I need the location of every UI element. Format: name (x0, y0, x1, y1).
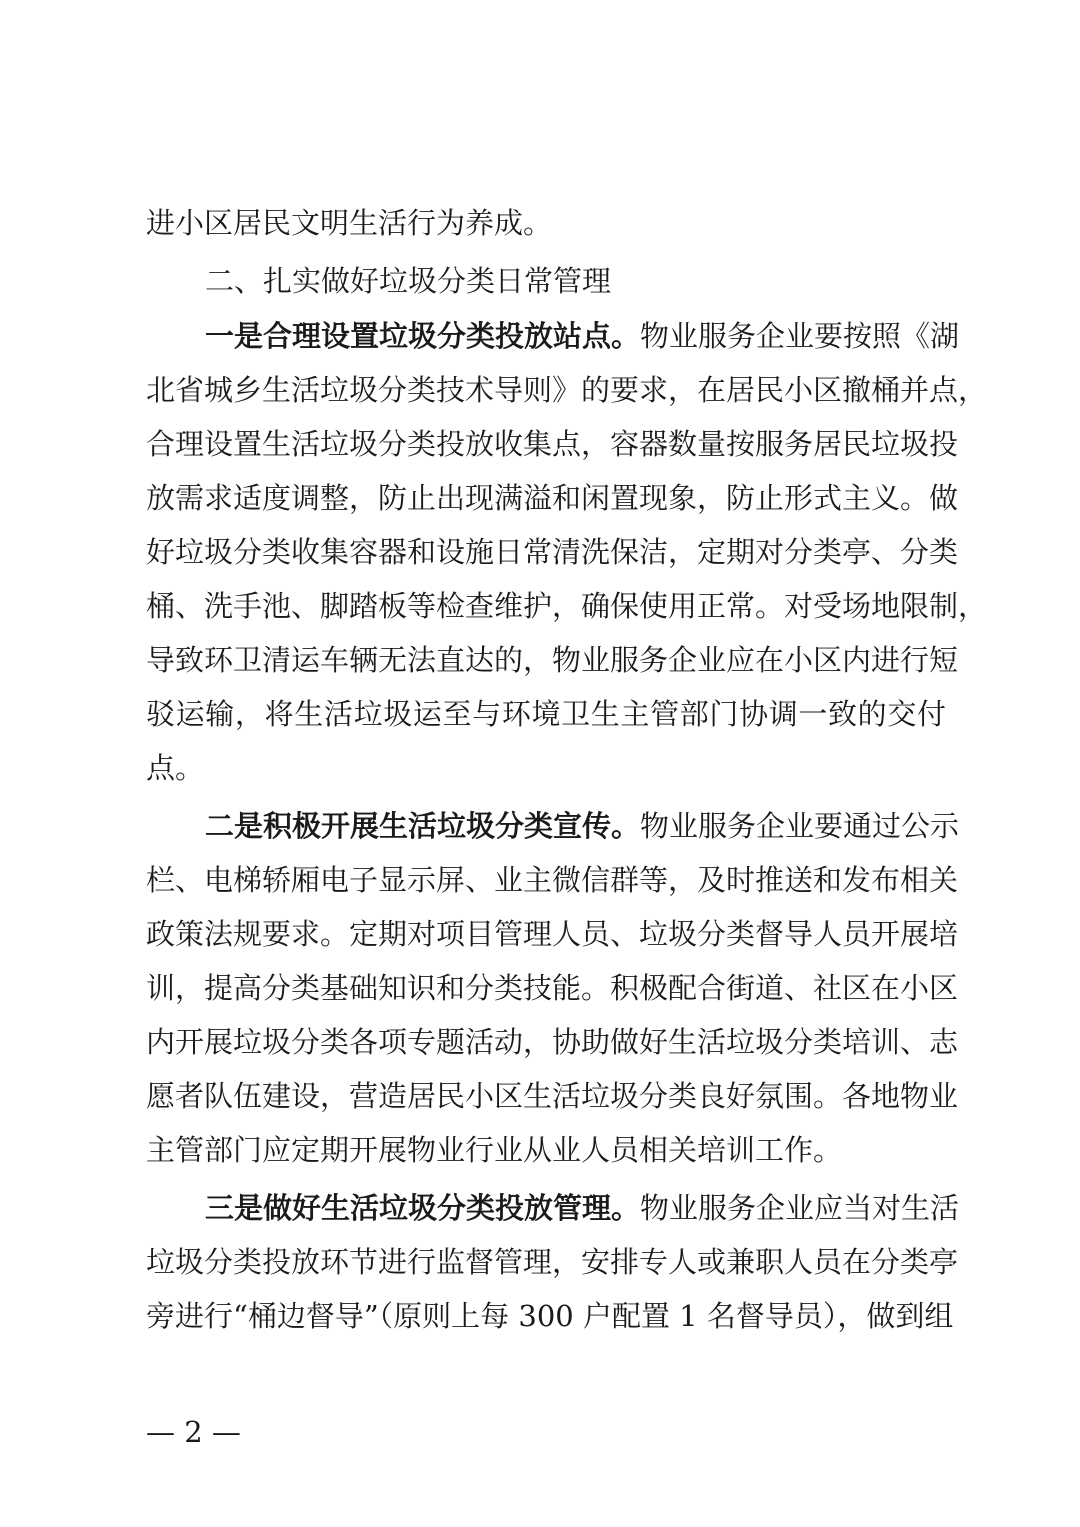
paragraph-1-line-5: 好垃圾分类收集容器和设施日常清洗保洁，定期对分类亭、分类 (146, 535, 959, 569)
page-number: — 2 — (146, 1415, 241, 1449)
continuation-line: 进小区居民文明生活行为养成。 (146, 206, 553, 240)
paragraph-3-line-1 (205, 1188, 960, 1228)
paragraph-2-line-3: 政策法规要求。定期对项目管理人员、垃圾分类督导人员开展培 (146, 917, 959, 951)
paragraph-1-line-8: 驳运输，将生活垃圾运至与环境卫生主管部门协调一致的交付 (146, 697, 946, 731)
paragraph-2-line-1 (205, 806, 960, 846)
section-heading: 二、扎实做好垃圾分类日常管理 (205, 264, 612, 298)
paragraph-1-line-3: 合理设置生活垃圾分类投放收集点，容器数量按服务居民垃圾投 (146, 427, 959, 461)
paragraph-2-line-4: 训，提高分类基础知识和分类技能。积极配合街道、社区在小区 (146, 971, 959, 1005)
paragraph-1-line-1-rest: 物业服务企业要按照《湖 (640, 319, 960, 353)
paragraph-3-line-2: 垃圾分类投放环节进行监督管理，安排专人或兼职人员在分类亭 (146, 1245, 959, 1279)
paragraph-1-line-9: 点。 (146, 751, 205, 785)
paragraph-3-line-3: 旁进行“桶边督导”（原则上每 300 户配置 1 名督导员），做到组 (146, 1299, 954, 1333)
paragraph-1-line-6: 桶、洗手池、脚踏板等检查维护，确保使用正常。对受场地限制， (146, 589, 988, 623)
paragraph-2-line-7: 主管部门应定期开展物业行业从业人员相关培训工作。 (146, 1133, 843, 1167)
paragraph-1-line-7: 导致环卫清运车辆无法直达的，物业服务企业应在小区内进行短 (146, 643, 959, 677)
paragraph-1-line-1 (205, 316, 960, 356)
paragraph-2-line-2: 栏、电梯轿厢电子显示屏、业主微信群等，及时推送和发布相关 (146, 863, 959, 897)
paragraph-2-line-6: 愿者队伍建设，营造居民小区生活垃圾分类良好氛围。各地物业 (146, 1079, 959, 1113)
paragraph-1-line-2: 北省城乡生活垃圾分类技术导则》的要求，在居民小区撤桶并点， (146, 373, 988, 407)
paragraph-3-line-1-rest: 物业服务企业应当对生活 (640, 1191, 960, 1225)
paragraph-2-line-1-rest: 物业服务企业要通过公示 (640, 809, 960, 843)
paragraph-1-line-4: 放需求适度调整，防止出现满溢和闲置现象，防止形式主义。做 (146, 481, 959, 515)
paragraph-3-lead: 三是做好生活垃圾分类投放管理。 (205, 1191, 641, 1225)
paragraph-2-line-5: 内开展垃圾分类各项专题活动，协助做好生活垃圾分类培训、志 (146, 1025, 959, 1059)
paragraph-2-lead: 二是积极开展生活垃圾分类宣传。 (205, 809, 641, 843)
paragraph-1-lead: 一是合理设置垃圾分类投放站点。 (205, 319, 641, 353)
